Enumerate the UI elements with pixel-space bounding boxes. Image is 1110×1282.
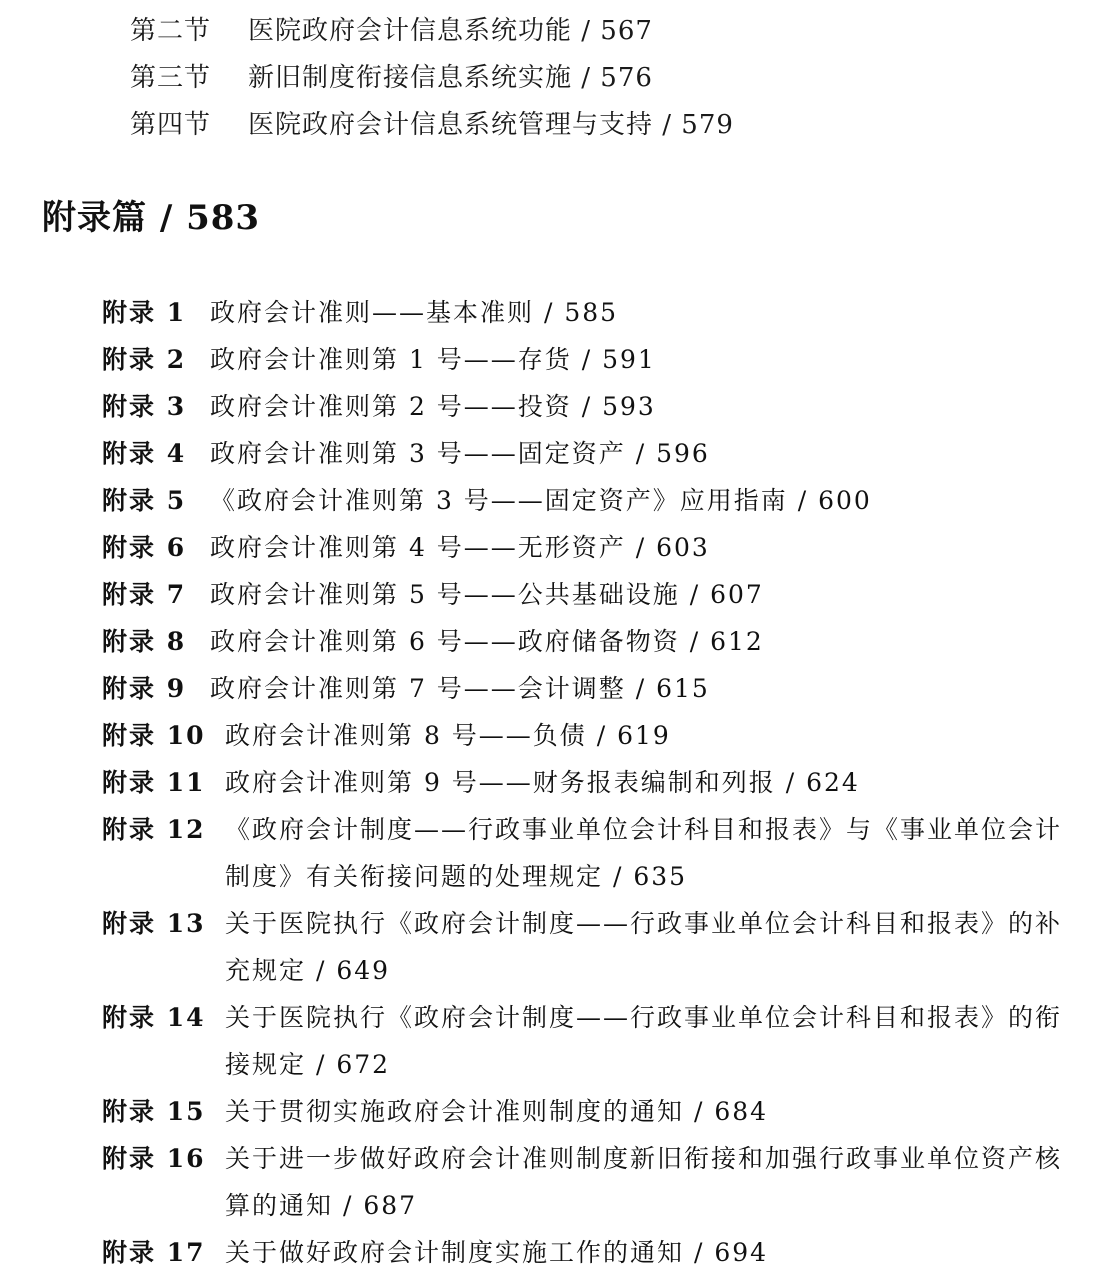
appendix-label: 附录 7 bbox=[102, 580, 187, 609]
section-entry bbox=[130, 55, 734, 102]
appendix-label: 附录 9 bbox=[102, 674, 187, 703]
part-heading: 附录篇 / 583 bbox=[42, 198, 261, 238]
section-entry bbox=[130, 8, 734, 55]
appendix-label: 附录 15 bbox=[102, 1097, 206, 1126]
appendix-label: 附录 3 bbox=[102, 392, 187, 421]
section-title: 新旧制度衔接信息系统实施 / 576 bbox=[248, 63, 653, 93]
appendix-entry bbox=[102, 430, 1077, 477]
appendix-title: 政府会计准则第 7 号——会计调整 / 615 bbox=[210, 674, 710, 703]
appendix-title: 关于做好政府会计制度实施工作的通知 / 694 bbox=[225, 1238, 769, 1267]
section-title: 医院政府会计信息系统管理与支持 / 579 bbox=[248, 110, 734, 140]
appendix-label: 附录 14 bbox=[102, 1003, 206, 1032]
appendix-title: 政府会计准则第 4 号——无形资产 / 603 bbox=[210, 533, 710, 562]
appendix-label: 附录 11 bbox=[102, 768, 206, 797]
appendix-title: 《政府会计制度——行政事业单位会计科目和报表》与《事业单位会计制度》有关衔接问题的处理规定 / 635 bbox=[225, 815, 1063, 891]
appendix-label: 附录 2 bbox=[102, 345, 187, 374]
appendix-entry bbox=[102, 524, 1077, 571]
section-title: 医院政府会计信息系统功能 / 567 bbox=[248, 16, 653, 46]
appendix-entry bbox=[102, 618, 1077, 665]
appendix-title: 政府会计准则第 6 号——政府储备物资 / 612 bbox=[210, 627, 764, 656]
appendix-label: 附录 1 bbox=[102, 298, 187, 327]
appendix-title: 《政府会计准则第 3 号——固定资产》应用指南 / 600 bbox=[210, 486, 872, 515]
appendix-entry bbox=[102, 665, 1077, 712]
appendix-label: 附录 17 bbox=[102, 1238, 206, 1267]
appendix-title: 政府会计准则第 2 号——投资 / 593 bbox=[210, 392, 656, 421]
appendix-label: 附录 16 bbox=[102, 1144, 206, 1173]
appendix-entry bbox=[102, 1088, 1077, 1135]
appendix-entry bbox=[102, 900, 1077, 994]
appendix-title: 政府会计准则第 8 号——负债 / 619 bbox=[225, 721, 671, 750]
section-number: 第四节 bbox=[130, 110, 212, 140]
appendix-title: 关于贯彻实施政府会计准则制度的通知 / 684 bbox=[225, 1097, 769, 1126]
appendix-entry bbox=[102, 1135, 1077, 1229]
appendix-title: 政府会计准则——基本准则 / 585 bbox=[210, 298, 619, 327]
appendix-entry bbox=[102, 571, 1077, 618]
appendix-label: 附录 13 bbox=[102, 909, 206, 938]
appendix-title: 关于医院执行《政府会计制度——行政事业单位会计科目和报表》的补充规定 / 649 bbox=[225, 909, 1063, 985]
appendix-label: 附录 8 bbox=[102, 627, 187, 656]
appendix-entry bbox=[102, 1229, 1077, 1276]
appendix-label: 附录 10 bbox=[102, 721, 206, 750]
section-number: 第三节 bbox=[130, 63, 212, 93]
appendix-entry bbox=[102, 336, 1077, 383]
appendix-title: 关于进一步做好政府会计准则制度新旧衔接和加强行政事业单位资产核算的通知 / 687 bbox=[225, 1144, 1063, 1220]
appendix-title: 政府会计准则第 9 号——财务报表编制和列报 / 624 bbox=[225, 768, 860, 797]
appendix-label: 附录 12 bbox=[102, 815, 206, 844]
appendix-entry bbox=[102, 712, 1077, 759]
section-number: 第二节 bbox=[130, 16, 212, 46]
appendix-entry bbox=[102, 383, 1077, 430]
appendix-label: 附录 6 bbox=[102, 533, 187, 562]
appendix-title: 政府会计准则第 5 号——公共基础设施 / 607 bbox=[210, 580, 764, 609]
section-entry bbox=[130, 102, 734, 149]
appendix-title: 关于医院执行《政府会计制度——行政事业单位会计科目和报表》的衔接规定 / 672 bbox=[225, 1003, 1063, 1079]
appendix-label: 附录 4 bbox=[102, 439, 187, 468]
appendix-entry bbox=[102, 759, 1077, 806]
appendix-entry bbox=[102, 994, 1077, 1088]
section-list bbox=[130, 8, 734, 149]
appendix-title: 政府会计准则第 1 号——存货 / 591 bbox=[210, 345, 656, 374]
appendix-label: 附录 5 bbox=[102, 486, 187, 515]
appendix-entry bbox=[102, 806, 1077, 900]
appendix-entry bbox=[102, 477, 1077, 524]
appendix-list bbox=[102, 289, 1077, 1276]
appendix-entry bbox=[102, 289, 1077, 336]
appendix-title: 政府会计准则第 3 号——固定资产 / 596 bbox=[210, 439, 710, 468]
